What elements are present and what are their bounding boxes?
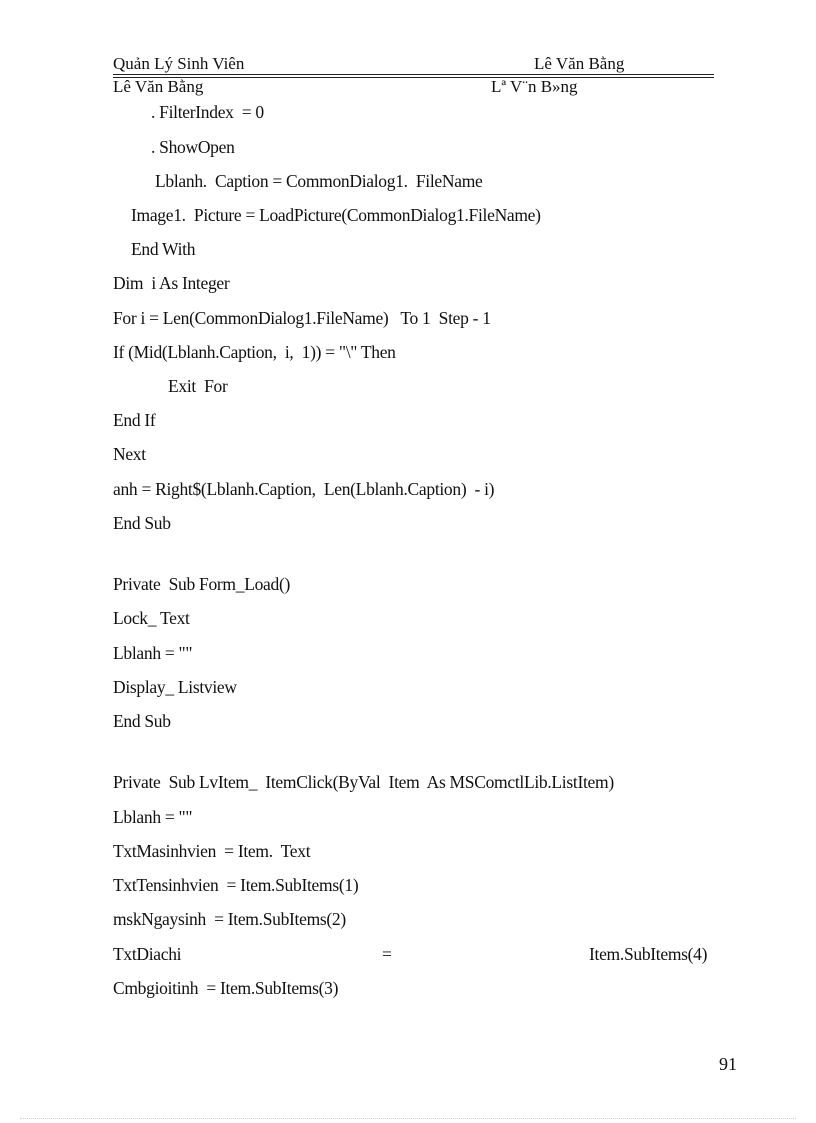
- page-number: 91: [719, 1054, 737, 1074]
- code-line: Lblanh = "": [113, 807, 193, 827]
- code-line: mskNgaysinh = Item.SubItems(2): [113, 909, 346, 929]
- code-line: End Sub: [113, 513, 171, 533]
- code-line: Exit For: [168, 376, 228, 396]
- code-line: Dim i As Integer: [113, 273, 230, 293]
- page-bottom-dotted-border: [20, 1118, 796, 1119]
- code-line-part: =: [382, 944, 392, 964]
- code-line-part: Item.SubItems(4): [589, 944, 708, 964]
- header-sub-right: Lª V¨n B»ng: [491, 77, 578, 96]
- code-line: Lblanh = "": [113, 643, 193, 663]
- code-line: Private Sub LvItem_ ItemClick(ByVal Item As MSComctlLib.ListItem): [113, 772, 614, 792]
- code-line: Image1. Picture = LoadPicture(CommonDialog1.FileName): [131, 205, 541, 225]
- code-line: anh = Right$(Lblanh.Caption, Len(Lblanh.Caption) - i): [113, 479, 495, 499]
- code-line: Lblanh. Caption = CommonDialog1. FileName: [155, 171, 483, 191]
- code-line: Private Sub Form_Load(): [113, 574, 291, 594]
- header-sub-left: Lê Văn Bằng: [113, 77, 204, 96]
- code-line: Cmbgioitinh = Item.SubItems(3): [113, 978, 339, 998]
- code-line-part: TxtDiachi: [113, 944, 182, 964]
- code-line: TxtTensinhvien = Item.SubItems(1): [113, 875, 359, 895]
- code-line: TxtMasinhvien = Item. Text: [113, 841, 311, 861]
- code-line: End If: [113, 410, 156, 430]
- code-line: . ShowOpen: [151, 137, 235, 157]
- code-line: End Sub: [113, 711, 171, 731]
- header-title-right: Lê Văn Bằng: [534, 54, 625, 73]
- code-line: End With: [131, 239, 196, 259]
- code-line: If (Mid(Lblanh.Caption, i, 1)) = "\" Then: [113, 342, 396, 362]
- header-title-left: Quản Lý Sinh Viên: [113, 54, 245, 73]
- header-rule-top: [113, 74, 714, 75]
- code-line: Next: [113, 444, 146, 464]
- code-line: Display_ Listview: [113, 677, 237, 697]
- code-line: Lock_ Text: [113, 608, 190, 628]
- code-line: For i = Len(CommonDialog1.FileName) To 1 Step - 1: [113, 308, 491, 328]
- code-line: . FilterIndex = 0: [151, 102, 264, 122]
